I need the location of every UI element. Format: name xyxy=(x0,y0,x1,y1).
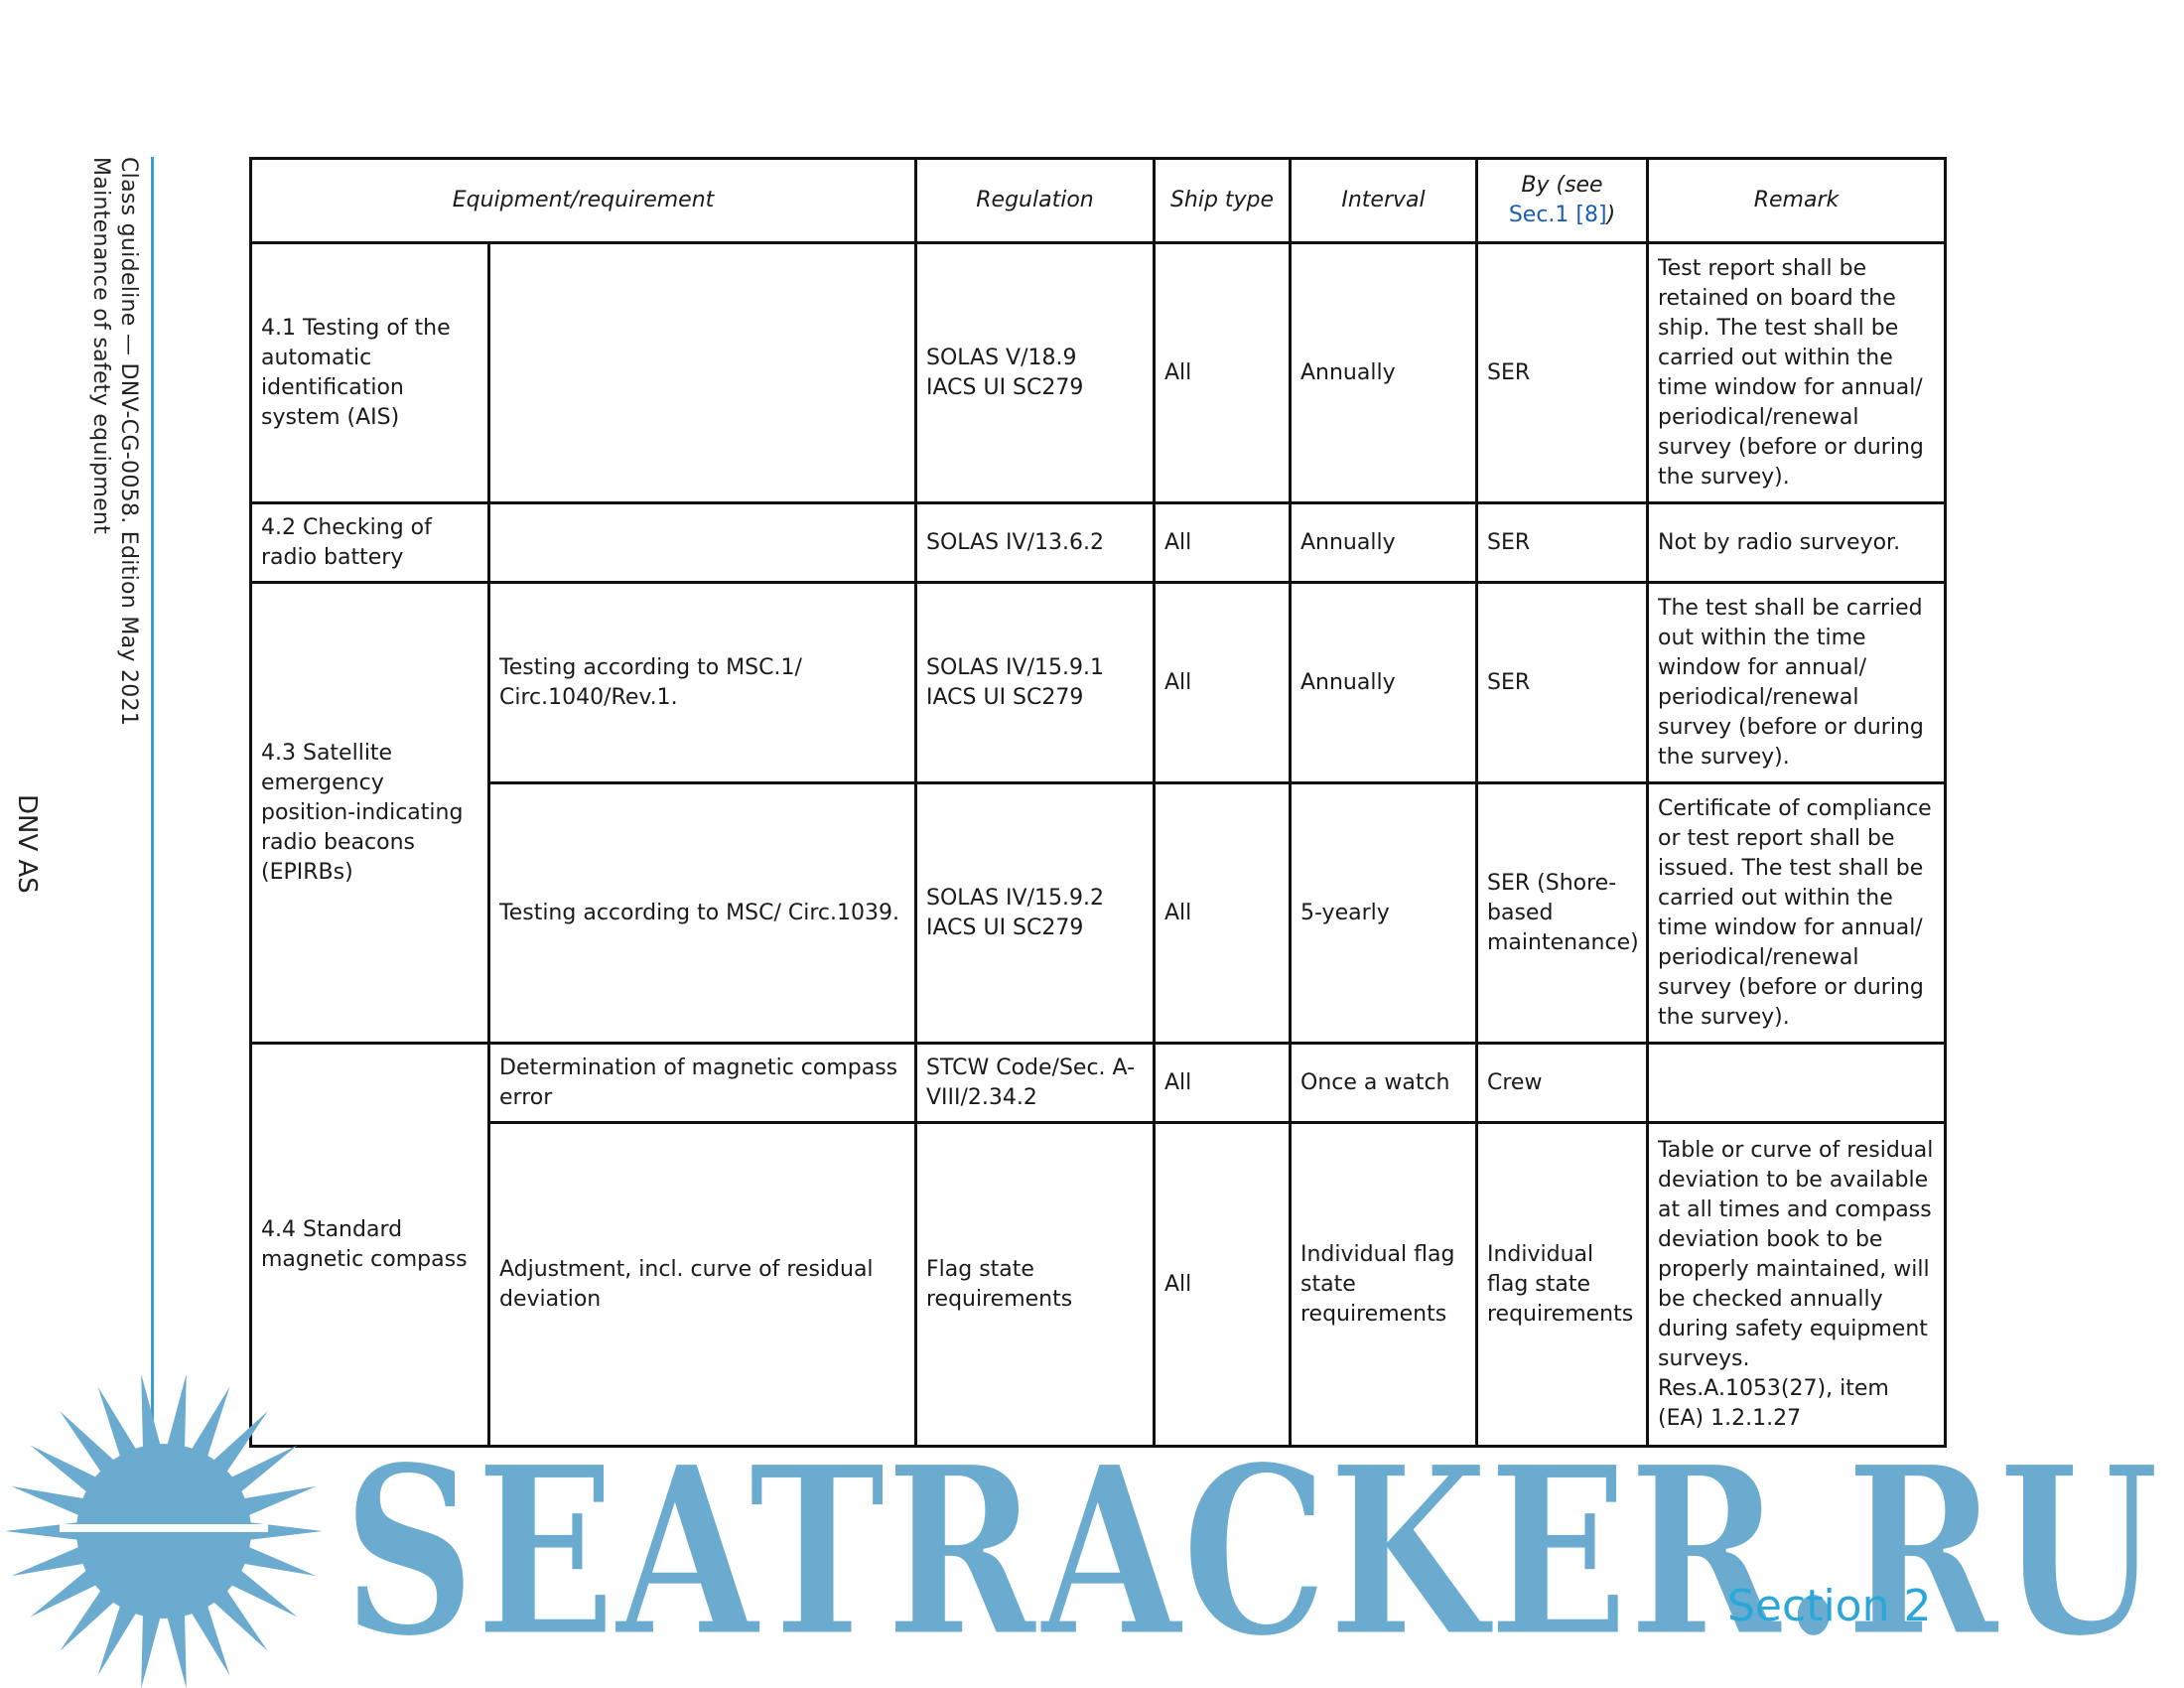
row-item-cell: Testing according to MSC.1/ Circ.1040/Rev.1. xyxy=(489,583,916,783)
section-label: Section 2 xyxy=(1727,1581,1932,1631)
requirements-table xyxy=(249,157,1947,1448)
row-regulation-cell xyxy=(916,583,1155,783)
row-by-cell: SER xyxy=(1477,583,1648,783)
table-row xyxy=(251,783,1946,1044)
header-regulation: Regulation xyxy=(916,159,1155,243)
row-ship-type-cell: All xyxy=(1155,503,1291,583)
row-interval-cell: Once a watch xyxy=(1291,1044,1477,1123)
row-remark-cell: Certificate of compliance or test report shall be issued. The test shall be carried out within the time window for annual/ periodical/renewal survey (before or during the survey). xyxy=(1648,783,1946,1044)
row-remark-cell: Not by radio surveyor. xyxy=(1648,503,1946,583)
row-ship-type-cell: All xyxy=(1155,1044,1291,1123)
regulation-line: Flag state requirements xyxy=(926,1256,1073,1312)
header-equipment: Equipment/requirement xyxy=(251,159,916,243)
regulation-line: STCW Code/Sec. A-VIII/2.34.2 xyxy=(926,1055,1136,1110)
row-ship-type-cell: All xyxy=(1155,783,1291,1044)
row-by-cell: SER (Shore-based maintenance) xyxy=(1477,783,1648,1044)
row-ship-type-cell: All xyxy=(1155,243,1291,503)
guideline-subtitle: Maintenance of safety equipment xyxy=(88,157,113,535)
row-ship-type-cell: All xyxy=(1155,1123,1291,1447)
row-ship-type-cell: All xyxy=(1155,583,1291,783)
margin-rule xyxy=(151,157,154,1547)
row-regulation-cell xyxy=(916,1044,1155,1123)
header-by-prefix: By (see xyxy=(1521,173,1603,198)
row-remark-cell: The test shall be carried out within the time window for annual/ periodical/renewal survey (before or during the survey). xyxy=(1648,583,1946,783)
watermark-label: SEATRACKER.RU xyxy=(342,1430,2159,1653)
row-item-cell: Testing according to MSC/ Circ.1039. xyxy=(489,783,916,1044)
sun-ray xyxy=(141,1608,162,1688)
table-row xyxy=(251,243,1946,503)
row-remark-cell xyxy=(1648,1044,1946,1123)
row-interval-cell: Individual flag state requirements xyxy=(1291,1123,1477,1447)
row-regulation-cell xyxy=(916,783,1155,1044)
row-item-cell xyxy=(489,503,916,583)
sun-logo xyxy=(0,1375,328,1688)
row-interval-cell: Annually xyxy=(1291,583,1477,783)
regulation-line: SOLAS IV/15.9.2 xyxy=(926,885,1104,911)
remark-reference: Res.A.1053(27), item (EA) 1.2.1.27 xyxy=(1658,1375,1889,1431)
header-ship-type: Ship type xyxy=(1155,159,1291,243)
row-group-cell: 4.2 Checking of radio battery xyxy=(251,503,489,583)
row-remark-cell: Test report shall be retained on board the ship. The test shall be carried out within the time window for annual/ periodical/renewal survey (before or during the survey). xyxy=(1648,243,1946,503)
row-regulation-cell xyxy=(916,243,1155,503)
row-by-cell: Crew xyxy=(1477,1044,1648,1123)
sun-ray xyxy=(141,1375,162,1455)
regulation-line: IACS UI SC279 xyxy=(926,914,1084,940)
row-by-cell: Individual flag state requirements xyxy=(1477,1123,1648,1447)
header-interval: Interval xyxy=(1291,159,1477,243)
publisher-name: DNV AS xyxy=(12,794,42,894)
row-interval-cell: Annually xyxy=(1291,243,1477,503)
table-row xyxy=(251,583,1946,783)
row-remark-cell xyxy=(1648,1123,1946,1447)
sun-ray xyxy=(166,1375,187,1455)
row-group-cell: 4.1 Testing of the automatic identification system (AIS) xyxy=(251,243,489,503)
table-row xyxy=(251,1123,1946,1447)
regulation-line: IACS UI SC279 xyxy=(926,684,1084,710)
sun-ray xyxy=(166,1608,187,1688)
header-by xyxy=(1477,159,1648,243)
table-row xyxy=(251,1044,1946,1123)
row-item-cell: Adjustment, incl. curve of residual deviation xyxy=(489,1123,916,1447)
guideline-title: Class guideline — DNV-CG-0058. Edition May 2021 xyxy=(116,157,141,727)
row-interval-cell: Annually xyxy=(1291,503,1477,583)
row-by-cell: SER xyxy=(1477,503,1648,583)
row-by-cell: SER xyxy=(1477,243,1648,503)
header-remark: Remark xyxy=(1648,159,1946,243)
regulation-line: IACS UI SC279 xyxy=(926,374,1084,400)
row-group-cell: 4.3 Satellite emergency position-indicating radio beacons (EPIRBs) xyxy=(251,583,489,1044)
header-by-suffix: ) xyxy=(1606,203,1616,227)
section-link[interactable]: Sec.1 [8] xyxy=(1508,203,1607,227)
row-regulation-cell xyxy=(916,1123,1155,1447)
regulation-line: SOLAS IV/15.9.1 xyxy=(926,654,1104,680)
sun-horizon-line xyxy=(60,1524,268,1532)
row-interval-cell: 5-yearly xyxy=(1291,783,1477,1044)
regulation-line: SOLAS IV/13.6.2 xyxy=(926,529,1104,555)
table-header-row xyxy=(251,159,1946,243)
row-item-cell xyxy=(489,243,916,503)
row-group-cell: 4.4 Standard magnetic compass xyxy=(251,1044,489,1447)
row-regulation-cell xyxy=(916,503,1155,583)
row-item-cell: Determination of magnetic compass error xyxy=(489,1044,916,1123)
remark-paragraph: Table or curve of residual deviation to be available at all times and compass deviation book to be properly maintained, will be checked annually during safety equipment surveys. xyxy=(1658,1137,1934,1371)
regulation-line: SOLAS V/18.9 xyxy=(926,345,1077,370)
table-row xyxy=(251,503,1946,583)
